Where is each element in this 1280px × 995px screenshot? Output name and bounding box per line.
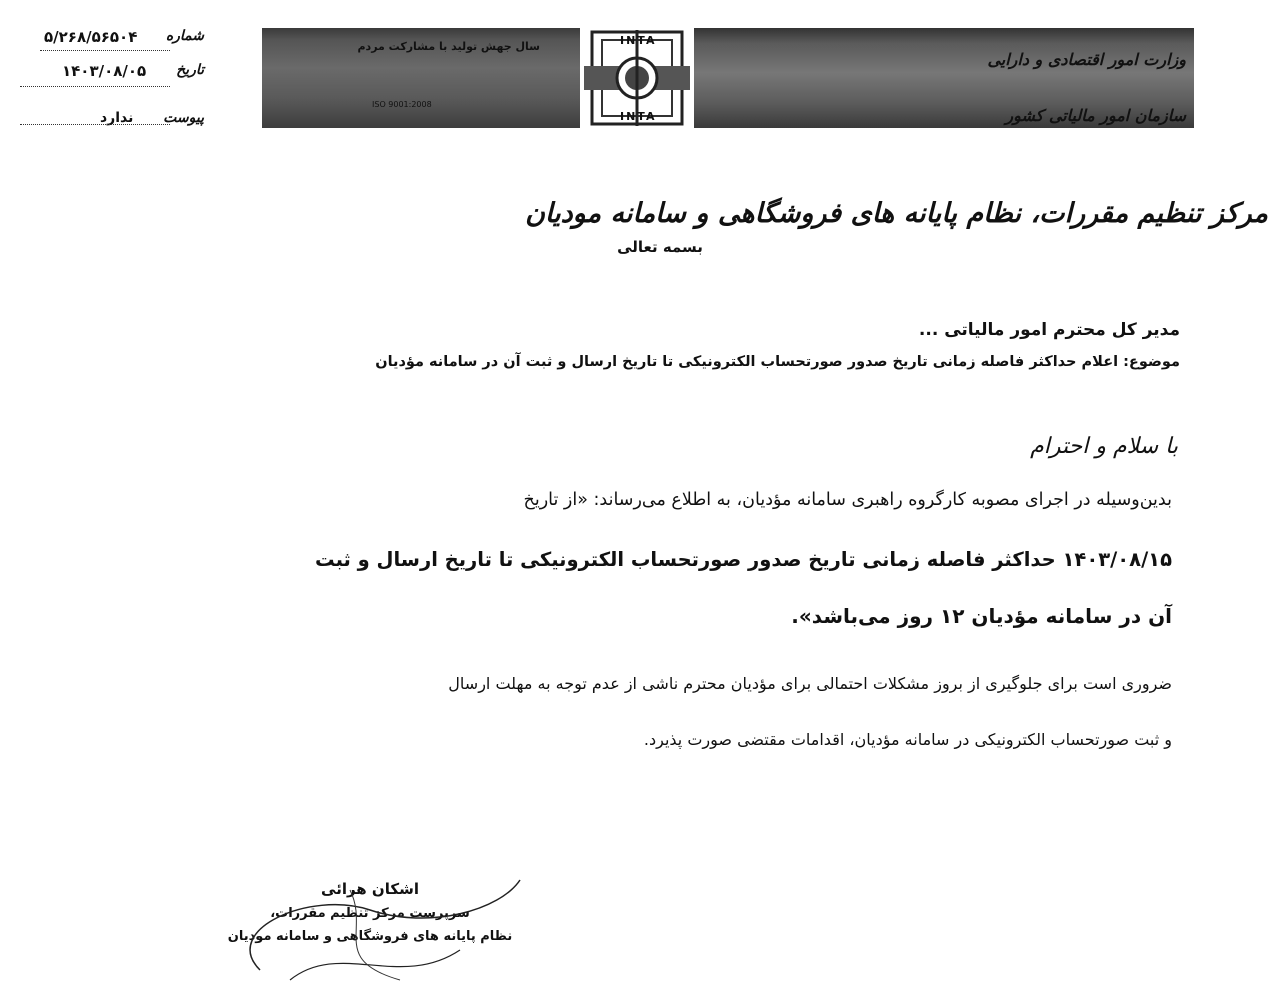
center-title: مرکز تنظیم مقررات، نظام پایانه های فروشگاهی و سامانه مودیان xyxy=(525,198,1268,229)
reference-date-label: تاریخ xyxy=(176,62,204,78)
reference-attachment-label: پیوست xyxy=(163,110,204,126)
signer-title-2: نظام پایانه های فروشگاهی و سامانه مودیان xyxy=(227,929,513,944)
reference-attachment xyxy=(40,110,210,132)
logo-text-top: INTA xyxy=(620,34,657,47)
body-line-1: بدین‌وسیله در اجرای مصوبه کارگروه راهبری سامانه مؤدیان، به اطلاع می‌رساند: «از تاریخ xyxy=(523,490,1172,510)
addressee: مدیر کل محترم امور مالیاتی ... xyxy=(918,320,1180,340)
reference-number xyxy=(40,28,210,50)
body-line-2: ۱۴۰۳/۰۸/۱۵ حداکثر فاصله زمانی تاریخ صدور صورتحساب الکترونیکی تا تاریخ ارسال و ثبت xyxy=(314,548,1172,571)
logo-text-bottom: INTA xyxy=(620,110,657,123)
reference-date-underline xyxy=(20,86,170,87)
signer-title-1: سرپرست مرکز تنظیم مقررات، xyxy=(270,906,470,921)
reference-attachment-value: ندارد xyxy=(100,110,134,126)
subject-line: موضوع: اعلام حداکثر فاصله زمانی تاریخ صدور صورتحساب الکترونیکی تا تاریخ ارسال و ثبت آن در سامانه مؤدیان xyxy=(375,354,1180,370)
invocation: بسمه تعالی xyxy=(617,238,703,256)
reference-date-value: ۱۴۰۳/۰۸/۰۵ xyxy=(62,62,147,80)
body-line-5: و ثبت صورتحساب الکترونیکی در سامانه مؤدیان، اقدامات مقتضی صورت پذیرد. xyxy=(643,730,1172,749)
reference-number-underline xyxy=(40,50,170,51)
signer-name: اشکان هرائی xyxy=(321,880,419,898)
body-line-4: ضروری است برای جلوگیری از بروز مشکلات احتمالی برای مؤدیان محترم ناشی از عدم توجه به مهلت ارسال xyxy=(448,674,1172,693)
reference-date xyxy=(40,62,210,84)
greeting: با سلام و احترام xyxy=(1030,434,1178,459)
tax-organization-logo xyxy=(584,26,690,130)
body-line-3: آن در سامانه مؤدیان ۱۲ روز می‌باشد». xyxy=(791,604,1172,628)
iso-text: ISO 9001:2008 xyxy=(372,100,432,109)
ministry-name: وزارت امور اقتصادی و دارایی xyxy=(987,50,1186,69)
reference-number-value: ۵/۲۶۸/۵۶۵۰۴ xyxy=(44,28,138,46)
letterhead-right-band xyxy=(694,28,1194,128)
reference-attachment-underline xyxy=(20,124,170,125)
organization-name: سازمان امور مالیاتی کشور xyxy=(1005,106,1186,125)
handwritten-signature-icon xyxy=(200,870,540,990)
slogan-text: سال جهش تولید با مشارکت مردم xyxy=(357,40,540,53)
reference-number-label: شماره xyxy=(165,28,204,44)
letterhead-left-band xyxy=(262,28,580,128)
